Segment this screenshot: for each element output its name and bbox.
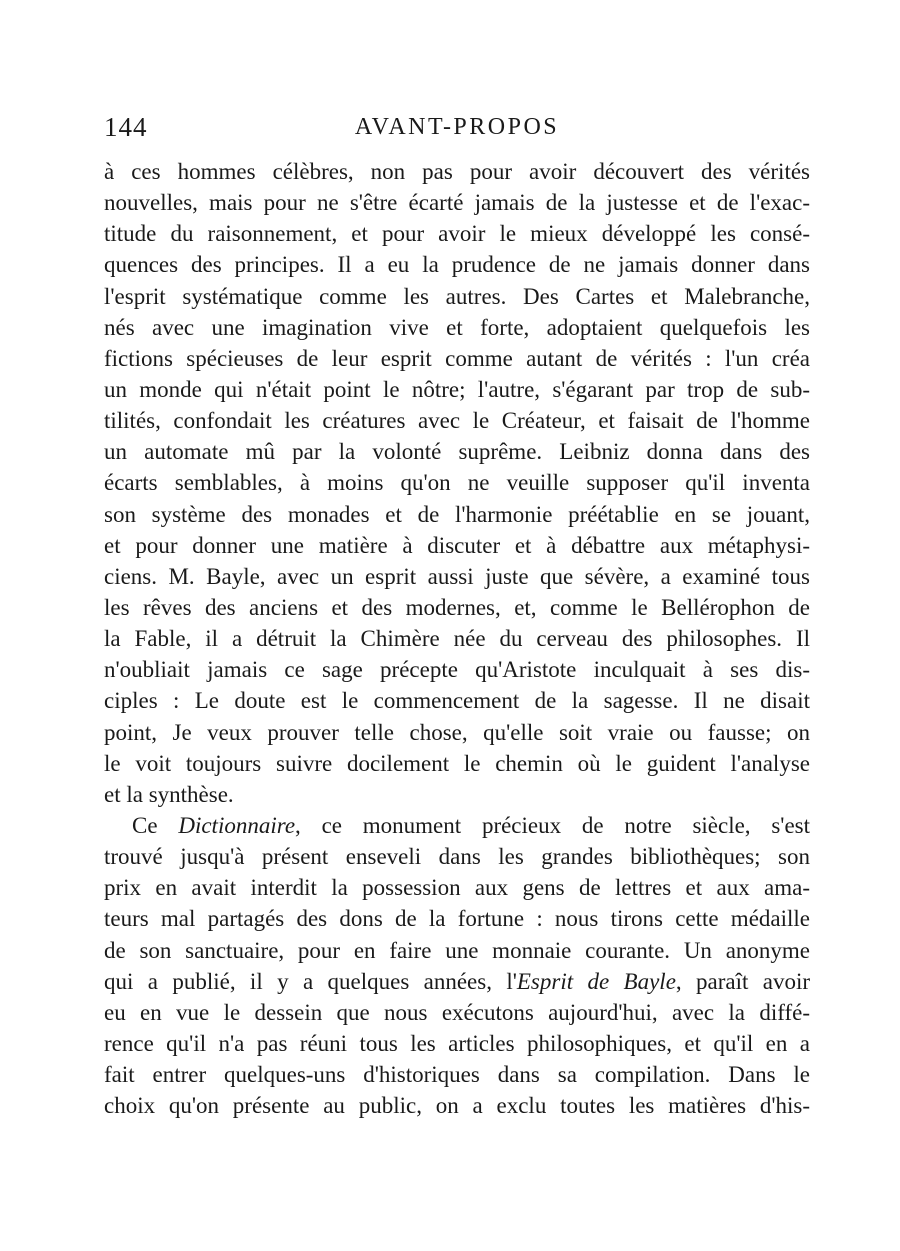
- text-line: eu en vue le dessein que nous exécutons aujourd'hui, avec la diffé-: [104, 999, 810, 1025]
- text-line: prix en avait interdit la possession aux gens de lettres et aux ama-: [104, 875, 810, 901]
- text-line: l'esprit systématique comme les autres. Des Cartes et Malebranche,: [104, 283, 810, 309]
- text-line: titude du raisonnement, et pour avoir le mieux développé les consé-: [104, 221, 810, 247]
- paragraph-2: [104, 810, 810, 1121]
- text-line: ciples : Le doute est le commencement de la sagesse. Il ne disait: [104, 688, 810, 714]
- text-run: , ce monument précieux de notre siècle, s'est: [295, 812, 810, 838]
- text-line: [104, 810, 810, 841]
- text-line: les rêves des anciens et des modernes, et, comme le Bellérophon de: [104, 594, 810, 620]
- text-line: le voit toujours suivre docilement le chemin où le guident l'analyse: [104, 750, 810, 776]
- body-text: [104, 156, 810, 1121]
- page-number: 144: [104, 112, 148, 142]
- text-line: quences des principes. Il a eu la prudence de ne jamais donner dans: [104, 252, 810, 278]
- text-line: et pour donner une matière à discuter et à débattre aux métaphysi-: [104, 532, 810, 558]
- text-line: de son sanctuaire, pour en faire une monnaie courante. Un anonyme: [104, 937, 810, 963]
- text-run: qui a publié, il y a quelques années, l': [104, 968, 517, 994]
- text-line: fictions spécieuses de leur esprit comme autant de vérités : l'un créa: [104, 345, 810, 371]
- text-line: un monde qui n'était point le nôtre; l'autre, s'égarant par trop de sub-: [104, 376, 810, 402]
- text-run: Ce: [132, 812, 179, 838]
- text-line: la Fable, il a détruit la Chimère née du cerveau des philosophes. Il: [104, 626, 810, 652]
- text-line: teurs mal partagés des dons de la fortune : nous tirons cette médaille: [104, 906, 810, 932]
- text-line: n'oubliait jamais ce sage précepte qu'Aristote inculquait à ses dis-: [104, 657, 810, 683]
- text-line: nés avec une imagination vive et forte, adoptaient quelquefois les: [104, 314, 810, 340]
- text-line: fait entrer quelques-uns d'historiques dans sa compilation. Dans le: [104, 1062, 810, 1088]
- text-line: ciens. M. Bayle, avec un esprit aussi juste que sévère, a examiné tous: [104, 563, 810, 589]
- text-line: son système des monades et de l'harmonie préétablie en se jouant,: [104, 501, 810, 527]
- text-line: rence qu'il n'a pas réuni tous les articles philosophiques, et qu'il en a: [104, 1030, 810, 1056]
- text-line: écarts semblables, à moins qu'on ne veuille supposer qu'il inventa: [104, 470, 810, 496]
- text-line: tilités, confondait les créatures avec le Créateur, et faisait de l'homme: [104, 408, 810, 434]
- book-title-italic: Dictionnaire: [178, 812, 296, 838]
- text-line: nouvelles, mais pour ne s'être écarté jamais de la justesse et de l'exac-: [104, 190, 810, 216]
- text-line: trouvé jusqu'à présent enseveli dans les grandes bibliothèques; son: [104, 844, 810, 870]
- text-line: choix qu'on présente au public, on a exclu toutes les matières d'his-: [104, 1093, 810, 1119]
- text-line: [104, 966, 810, 997]
- text-line: un automate mû par la volonté suprême. Leibniz donna dans des: [104, 439, 810, 465]
- text-line: et la synthèse.: [104, 781, 234, 807]
- paragraph-1: [104, 156, 810, 810]
- text-line: à ces hommes célèbres, non pas pour avoir découvert des vérités: [104, 159, 810, 184]
- page-header: [104, 112, 810, 148]
- text-run: , paraît avoir: [675, 968, 810, 994]
- running-title: AVANT-PROPOS: [354, 114, 560, 140]
- text-line: point, Je veux prouver telle chose, qu'elle soit vraie ou fausse; on: [104, 719, 810, 745]
- book-title-italic: Esprit de Bayle: [516, 968, 676, 994]
